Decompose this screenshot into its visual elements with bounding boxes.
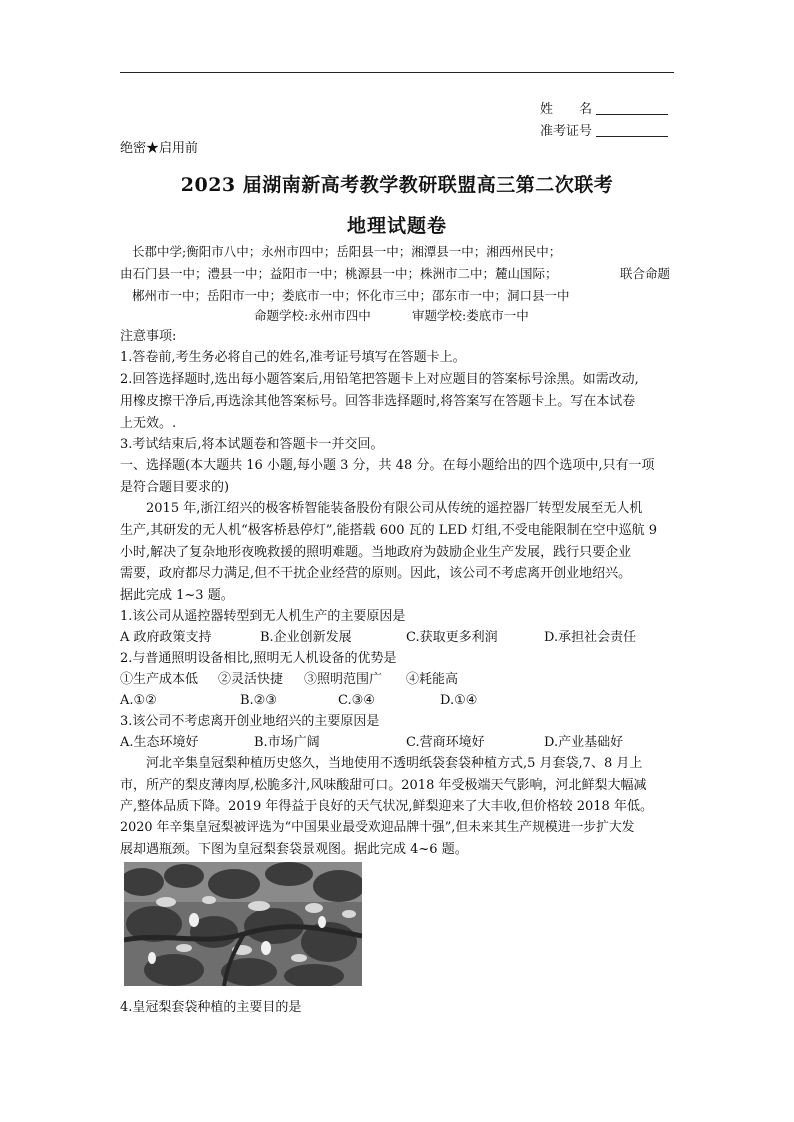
passage2-line1: 河北辛集皇冠梨种植历史悠久，当地使用不透明纸袋套袋种植方式,5 月套袋,7、8 月上	[146, 756, 643, 771]
q1-stem: 1.该公司从遥控器转型到无人机生产的主要原因是	[120, 609, 406, 624]
q3-option-a: A.生态环境好	[120, 735, 199, 750]
exam-id-blank[interactable]	[596, 124, 668, 137]
q2-option-b: B.②③	[240, 693, 277, 708]
notice-item-2b: 用橡皮擦干净后,再选涂其他答案标号。回答非选择题时,将答案写在答题卡上。写在本试卷	[120, 394, 636, 409]
q2-statement-1: ①生产成本低	[120, 672, 199, 687]
joint-label: 联合命题	[620, 266, 671, 281]
section-heading-line2: 是符合题目要求的)	[120, 480, 230, 495]
name-field	[540, 98, 668, 117]
exam-id-field	[540, 120, 668, 139]
notice-item-2c: 上无效。.	[120, 416, 177, 431]
reviewer-school: 审题学校:娄底市一中	[412, 308, 529, 323]
q3-option-b: B.市场广阔	[254, 735, 320, 750]
passage1-line4: 需要，政府都尽力满足,但不干扰企业经营的原则。因此，该公司不考虑离开创业地绍兴。	[120, 566, 632, 581]
top-rule	[120, 72, 674, 73]
q2-statement-2: ②灵活快捷	[218, 672, 284, 687]
exam-id-label: 准考证号	[540, 124, 593, 139]
q1-option-a: A 政府政策支持	[120, 630, 212, 645]
name-blank[interactable]	[596, 102, 668, 115]
passage1-line1: 2015 年,浙江绍兴的极客桥智能装备股份有限公司从传统的遥控器厂转型发展至无人机	[146, 501, 643, 516]
passage2-line4: 2020 年辛集皇冠梨被评选为“中国果业最受欢迎品牌十强”,但未来其生产规模进一步扩大发	[120, 820, 635, 835]
q1-option-d: D.承担社会责任	[544, 630, 637, 645]
exam-title: 2023 届湖南新高考教学教研联盟高三第二次联考	[180, 174, 614, 196]
q3-option-d: D.产业基础好	[544, 735, 624, 750]
exam-subtitle: 地理试题卷	[346, 215, 447, 237]
school-list-line1: 长郡中学;衡阳市八中；永州市四中；岳阳县一中；湘潭县一中；湘西州民中；	[132, 244, 562, 259]
q2-option-a: A.①②	[120, 693, 157, 708]
q3-option-c: C.营商环境好	[406, 735, 485, 750]
name-label: 姓 名	[540, 102, 593, 117]
q3-stem: 3.该公司不考虑离开创业地绍兴的主要原因是	[120, 714, 380, 729]
passage1-line3: 小时,解决了复杂地形夜晚救援的照明难题。当地政府为鼓励企业生产发展，践行只要企业	[120, 545, 632, 560]
q2-stem: 2.与普通照明设备相比,照明无人机设备的优势是	[120, 651, 397, 666]
secret-mark: 绝密★启用前	[120, 141, 199, 156]
section-heading-line1: 一、选择题(本大题共 16 小题,每小题 3 分，共 48 分。在每小题给出的四个选项中,只有一项	[120, 458, 655, 473]
passage1-line5: 据此完成 1~3 题。	[120, 588, 234, 603]
q2-statement-3: ③照明范围广	[304, 672, 383, 687]
notice-item-2a: 2.回答选择题时,选出每小题答案后,用铅笔把答题卡上对应题目的答案标号涂黑。如需改动,	[120, 372, 639, 387]
passage2-line5: 展却遇瓶颈。下图为皇冠梨套袋景观图。据此完成 4~6 题。	[120, 842, 468, 857]
q2-statement-4: ④耗能高	[406, 672, 459, 687]
q2-option-c: C.③④	[338, 693, 375, 708]
setter-school: 命题学校:永州市四中	[254, 308, 371, 323]
q2-option-d: D.①④	[440, 693, 478, 708]
q4-stem: 4.皇冠梨套袋种植的主要目的是	[120, 1000, 302, 1015]
pear-orchard-photo-icon	[124, 862, 362, 986]
notice-item-1: 1.答卷前,考生务必将自己的姓名,准考证号填写在答题卡上。	[120, 350, 466, 365]
passage1-line2: 生产,其研发的无人机“极客桥悬停灯”,能搭载 600 瓦的 LED 灯组,不受电能限制在空中巡航 9	[120, 523, 657, 538]
passage2-line3: 产,整体品质下降。2019 年得益于良好的天气状况,鲜梨迎来了大丰收,但价格较 2018 年低。	[120, 799, 653, 814]
passage2-line2: 市，所产的梨皮薄肉厚,松脆多汁,风味酸甜可口。2018 年受极端天气影响，河北鲜梨大幅减	[120, 778, 647, 793]
school-list-line3: 郴州市一中；岳阳市一中；娄底市一中；怀化市三中；邵东市一中；洞口县一中	[132, 288, 570, 303]
school-list-line2: 由石门县一中；澧县一中；益阳市一中；桃源县一中；株洲市二中；麓山国际；	[120, 266, 558, 281]
q1-option-b: B.企业创新发展	[260, 630, 352, 645]
q1-option-c: C.获取更多利润	[406, 630, 498, 645]
notice-heading: 注意事项:	[120, 329, 177, 344]
notice-item-3: 3.考试结束后,将本试题卷和答题卡一并交回。	[120, 437, 384, 452]
